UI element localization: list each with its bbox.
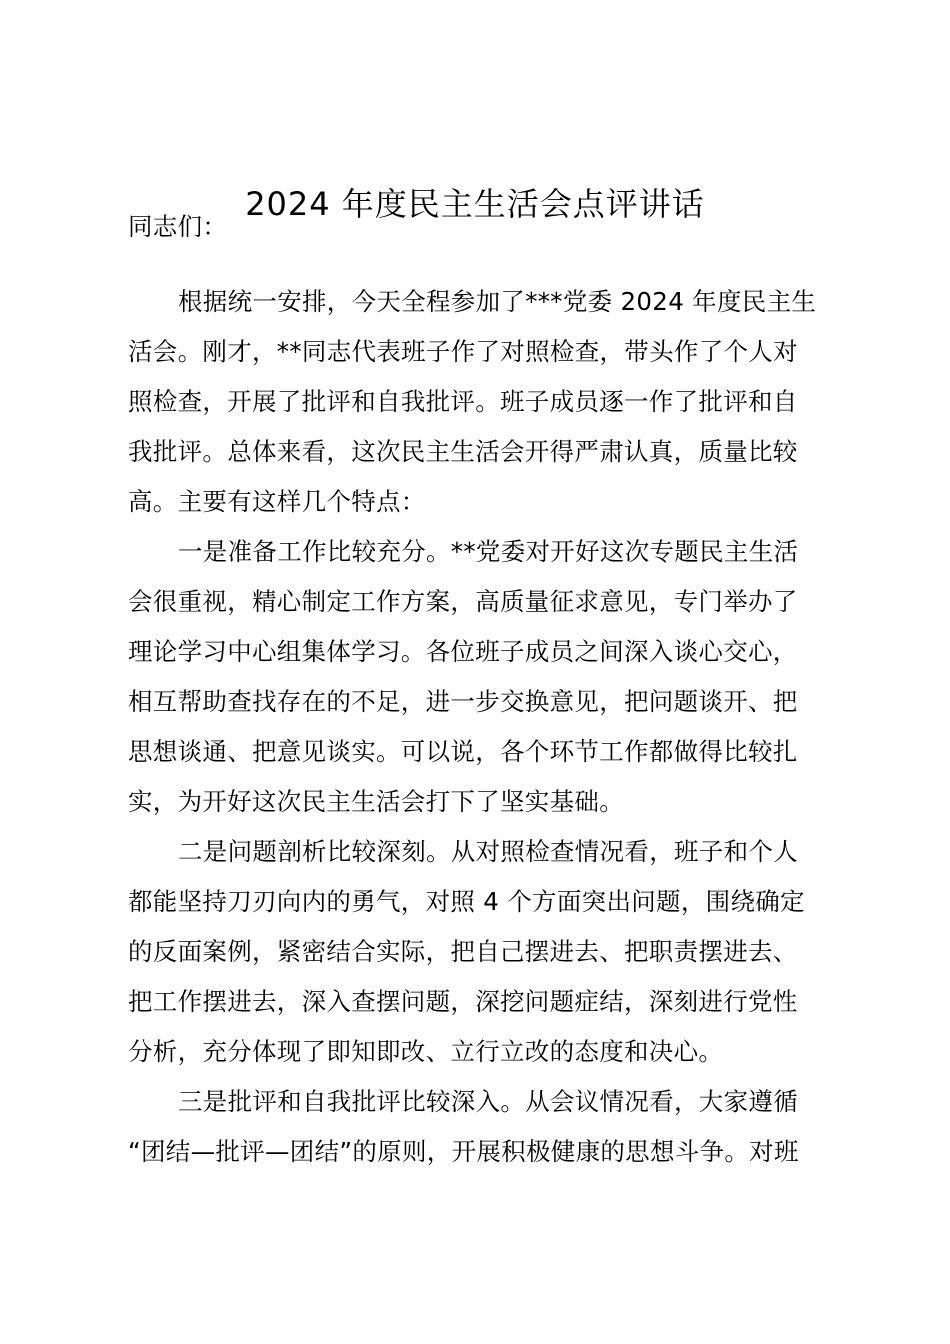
paragraph-line: 把工作摆进去，深入查摆问题，深挖问题症结，深刻进行党性 bbox=[128, 987, 798, 1016]
paragraph-line: 理论学习中心组集体学习。各位班子成员之间深入谈心交心， bbox=[128, 637, 798, 666]
paragraph-line: “团结—批评—团结”的原则，开展积极健康的思想斗争。对班 bbox=[128, 1137, 799, 1166]
paragraph-line: 照检查，开展了批评和自我批评。班子成员逐一作了批评和自 bbox=[128, 387, 798, 416]
paragraph-line: 分析，充分体现了即知即改、立行立改的态度和决心。 bbox=[128, 1037, 724, 1066]
document-title: 2024 年度民主生活会点评讲话 bbox=[245, 185, 705, 223]
paragraph-line: 相互帮助查找存在的不足，进一步交换意见，把问题谈开、把 bbox=[128, 687, 798, 716]
paragraph-line: 思想谈通、把意见谈实。可以说，各个环节工作都做得比较扎 bbox=[128, 737, 798, 766]
paragraph-line: 高。主要有这样几个特点： bbox=[128, 487, 426, 516]
paragraph-line: 二是问题剖析比较深刻。从对照检查情况看，班子和个人 bbox=[178, 837, 798, 866]
paragraph-line: 一是准备工作比较充分。**党委对开好这次专题民主生活 bbox=[178, 537, 799, 566]
salutation: 同志们： bbox=[128, 212, 228, 241]
paragraph-line: 会很重视，精心制定工作方案，高质量征求意见，专门举办了 bbox=[128, 587, 798, 616]
paragraph-line: 三是批评和自我批评比较深入。从会议情况看，大家遵循 bbox=[178, 1087, 798, 1116]
paragraph-line: 都能坚持刀刃向内的勇气，对照 4 个方面突出问题，围绕确定 bbox=[128, 887, 805, 916]
paragraph-line: 我批评。总体来看，这次民主生活会开得严肃认真，质量比较 bbox=[128, 437, 798, 466]
paragraph-line: 活会。刚才，**同志代表班子作了对照检查，带头作了个人对 bbox=[128, 337, 798, 366]
paragraph-line: 根据统一安排，今天全程参加了***党委 2024 年度民主生 bbox=[178, 287, 817, 316]
paragraph-line: 的反面案例，紧密结合实际，把自己摆进去、把职责摆进去、 bbox=[128, 937, 798, 966]
paragraph-line: 实，为开好这次民主生活会打下了坚实基础。 bbox=[128, 787, 624, 816]
